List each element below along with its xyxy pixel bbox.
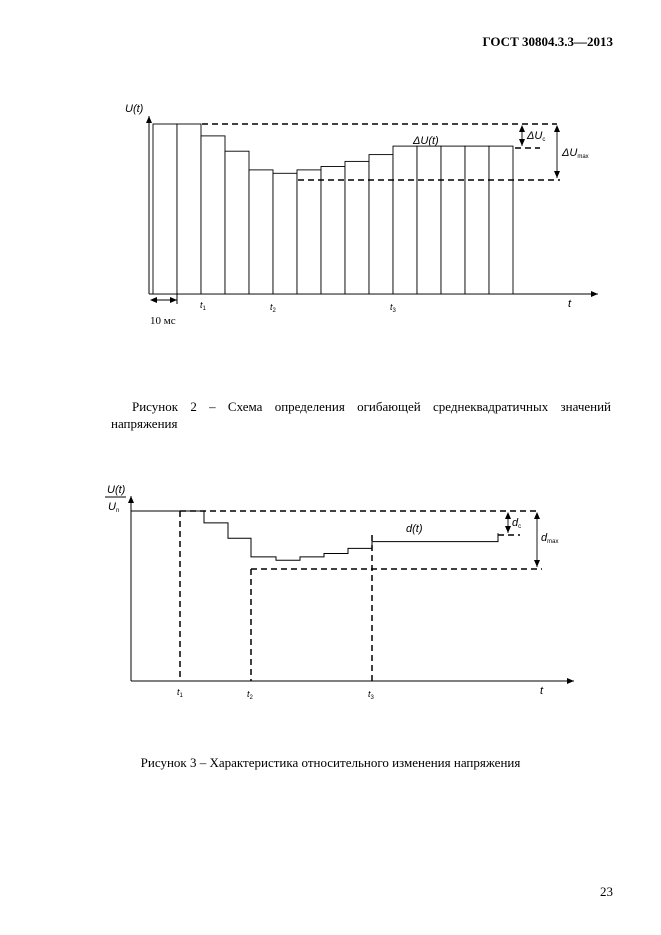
fig2-dUmax-label: ΔUmax [562, 147, 589, 160]
fig2-bar [249, 170, 273, 294]
fig2-ylabel: U(t) [125, 103, 144, 115]
fig2-curve-label: ΔU(t) [413, 135, 439, 147]
figure-3 [105, 484, 574, 701]
fig2-bar [441, 146, 465, 294]
fig2-t1-label: $t_1$ [200, 300, 206, 312]
fig3-t3-label: $t_3$ [368, 689, 374, 701]
figure-2 [125, 103, 598, 327]
fig2-bar [465, 146, 489, 294]
fig3-step-curve [131, 511, 498, 560]
document-header: ГОСТ 30804.3.3—2013 [482, 34, 613, 49]
fig2-xlabel: t [568, 298, 572, 310]
fig2-bar [393, 146, 417, 294]
page-number: 23 [600, 884, 613, 899]
fig2-bar [297, 170, 321, 294]
fig2-bars [153, 124, 513, 294]
fig3-t1-label: $t_1$ [177, 687, 183, 699]
figure-2-caption: Рисунок 2 – Схема определения огибающей среднеквадратичных значений напряжения [111, 399, 611, 431]
fig3-ylabel-denominator: Un [108, 501, 120, 514]
fig2-bar [489, 146, 513, 294]
fig2-dUc-label: ΔUc [527, 130, 546, 143]
fig3-ylabel-numerator: U(t) [107, 484, 126, 496]
figure-3-caption: Рисунок 3 – Характеристика относительного изменения напряжения [140, 755, 521, 770]
fig2-bar [177, 124, 201, 294]
fig2-t3-label: $t_3$ [390, 302, 396, 314]
fig2-bar [225, 151, 249, 294]
fig2-t2-label: $t_2$ [270, 302, 276, 314]
fig3-t2-label: $t_2$ [247, 689, 253, 701]
fig3-dc-label: dc [512, 517, 522, 530]
fig2-bar [201, 136, 225, 294]
fig2-duration-label: 10 мс [150, 315, 176, 327]
fig3-dmax-label: dmax [541, 532, 559, 545]
fig3-xlabel: t [540, 685, 544, 697]
fig2-bar [369, 155, 393, 294]
fig3-curve-label: d(t) [406, 523, 423, 535]
fig2-bar [417, 146, 441, 294]
fig2-bar [273, 173, 297, 294]
fig2-bar [345, 161, 369, 294]
fig2-bar [321, 167, 345, 295]
fig2-bar [153, 124, 177, 294]
